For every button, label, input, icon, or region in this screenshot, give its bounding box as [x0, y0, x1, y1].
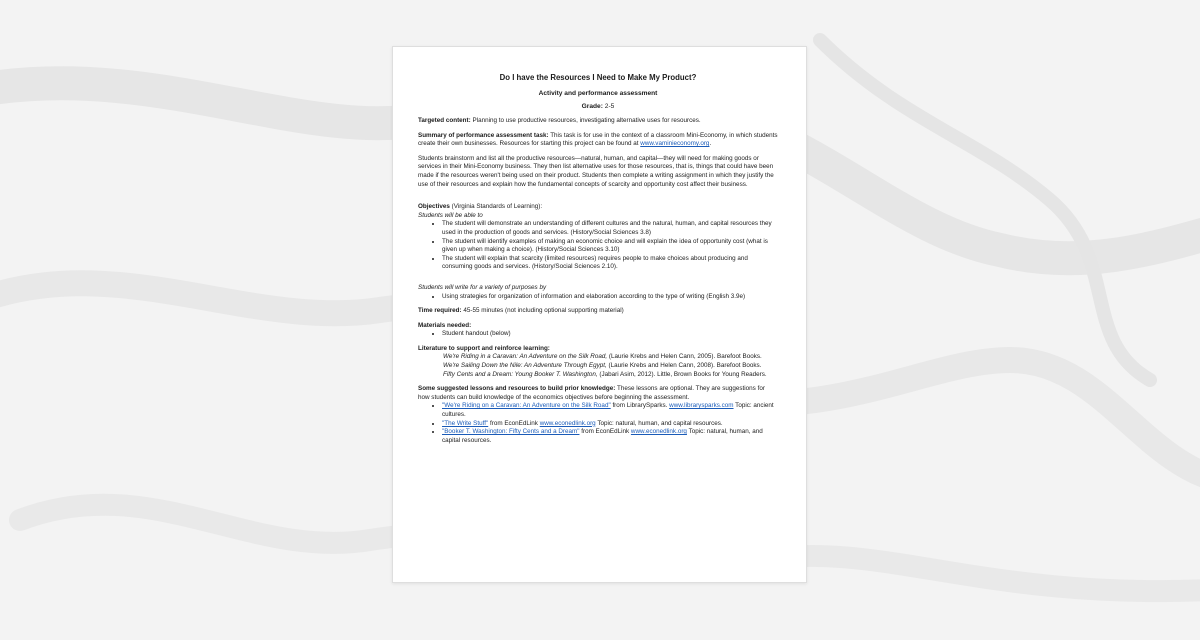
objectives-intro: Students will be able to	[418, 211, 483, 219]
list-item: We're Riding in a Caravan: An Adventure on the Silk Road, (Laurie Krebs and Helen Cann, 2005). Barefoot Books.	[443, 353, 762, 361]
objectives-list	[418, 220, 778, 272]
literature-label: Literature to support and reinforce learning:	[418, 344, 550, 352]
targeted-text: Planning to use productive resources, investigating alternative uses for resources.	[472, 117, 701, 124]
objectives-paren: (Virginia Standards of Learning):	[451, 203, 543, 211]
brainstorm-paragraph: Students brainstorm and list all the productive resources—natural, human, and capital—they will need for making goods or services in their Mini-Economy business. They then list alternative uses for those resources, that is, things that could have been made if the resources weren't being used on their product. Students then complete a writing assignment in which they justify the use of their resources and explain how the fundamental concepts of scarcity and opportunity cost affect their business.	[418, 154, 774, 188]
list-item: • Using strategies for organization of information and elaboration according to the type of writing (English 3.9e)	[442, 293, 778, 302]
list-item: • The student will demonstrate an understanding of different cultures and the natural, human, and capital resources they used in the production of goods and services. (History/Social Sciences 3.8)	[442, 220, 778, 237]
summary-text: This task is for use in the context of a classroom Mini-Economy, in which students create their own businesses. Resources for starting this project can be found at	[418, 131, 778, 148]
lesson-link[interactable]: "The Write Stuff"	[442, 419, 489, 427]
list-item: Fifty Cents and a Dream: Young Booker T. Washington, (Jabari Asim, 2012). Little, Brown Books for Young Readers.	[443, 370, 767, 378]
materials-section	[418, 322, 778, 339]
lessons-text: These lessons are optional. They are suggestions for how students can build knowledge of the economics objectives before beginning the assessment.	[418, 385, 765, 401]
lesson-link[interactable]: "Booker T. Washington: Fifty Cents and a Dream"	[442, 428, 580, 436]
document-page	[392, 46, 807, 583]
list-item: • "The Write Stuff" from EconEdLink www.econedlink.org Topic: natural, human, and capital resources.	[442, 420, 778, 429]
writing-intro: Students will write for a variety of purposes by	[418, 283, 547, 291]
objectives-heading	[418, 203, 778, 212]
targeted-content	[418, 117, 778, 126]
summary-end: .	[709, 140, 712, 148]
lesson-link[interactable]: "We're Riding on a Caravan: An Adventure on the Silk Road"	[442, 402, 611, 410]
summary-paragraph	[418, 132, 778, 149]
document-title: Do I have the Resources I Need to Make My Product?	[499, 73, 697, 82]
objectives-section	[418, 203, 778, 301]
lesson-site-link[interactable]: www.econedlink.org	[630, 428, 687, 436]
grade-line	[418, 102, 778, 111]
lessons-intro	[418, 385, 778, 402]
grade-value: 2-5	[604, 103, 615, 110]
list-item: • The student will explain that scarcity (limited resources) requires people to make choices about producing and consuming goods and services. (History/Social Sciences 2.10).	[442, 255, 778, 272]
lesson-site-link[interactable]: www.librarysparks.com	[669, 402, 734, 410]
mini-economy-link[interactable]: www.vaminieconomy.org	[640, 140, 710, 148]
list-item: • "Booker T. Washington: Fifty Cents and a Dream" from EconEdLink www.econedlink.org Topic: natural, human, and capital resources.	[442, 428, 778, 445]
materials-list	[418, 330, 778, 339]
time-text: 45-55 minutes (not including optional supporting material)	[463, 307, 624, 315]
list-item: We're Sailing Down the Nile: An Adventure Through Egypt, (Laurie Krebs and Helen Cann, 2008). Barefoot Books.	[443, 362, 762, 370]
time-label: Time required:	[418, 307, 462, 315]
list-item: • "We're Riding on a Caravan: An Adventure on the Silk Road" from LibrarySparks. www.librarysparks.com Topic: ancient cultures.	[442, 402, 778, 419]
summary-label: Summary of performance assessment task:	[418, 131, 549, 139]
targeted-label: Targeted content:	[418, 117, 471, 124]
lessons-list	[418, 402, 778, 445]
document-subtitle: Activity and performance assessment	[538, 90, 658, 97]
writing-list	[418, 293, 778, 302]
list-item: • The student will identify examples of making an economic choice and will explain the idea of opportunity cost (what is given up when making a choice). (History/Social Sciences 3.10)	[442, 238, 778, 255]
lessons-section	[418, 385, 778, 445]
list-item: • Student handout (below)	[442, 330, 778, 339]
grade-label: Grade:	[581, 103, 603, 110]
objectives-label: Objectives	[418, 203, 450, 211]
lesson-site-link[interactable]: www.econedlink.org	[539, 419, 596, 427]
literature-section	[418, 345, 778, 379]
materials-label: Materials needed:	[418, 321, 472, 329]
time-required	[418, 307, 778, 316]
literature-list	[418, 353, 778, 379]
lessons-label: Some suggested lessons and resources to build prior knowledge:	[418, 385, 616, 393]
